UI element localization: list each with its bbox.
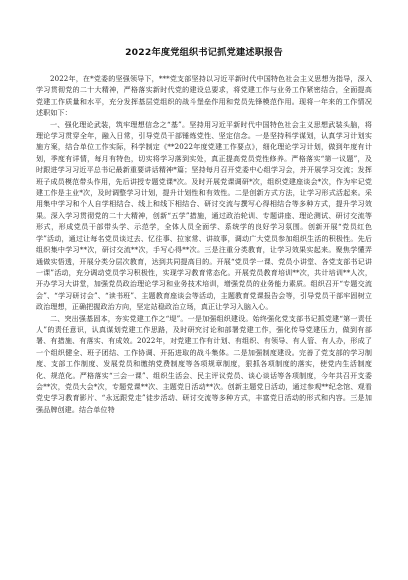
paragraph-foundation: 二、突出强基固本，夯实党建工作之“堤”。一是加强组织建设。始终强化党支部书记抓党建“第一责任人”的责任意识，认真谋划党建工作思路，及时研究讨论和部署党建工作，强化传导党建压力，做到有部署、有措施、有落实、有成效。2022年，对党建工作有计划、有组织、有领导、有人管、有人办，形成了一个组织健全、班子团结、工作协调、开拓进取的战斗集体。二是加强制度建设。完善了党支部的学习制度、支部工作制度、发展党员和缴纳党费制度等各项规章制度，狠抓各项制度的落实，使党内生活制度化、规范化。严格落实“三会一课”、组织生活会、民主评议党员、谈心谈话等各项制度，今年共召开支委会**次，党员大会*次，专题党课**次、主题党日活动**次。创新主题党日活动，通过参观**纪念馆、观看党史学习教育影片、“永远跟党走”徒步活动、研讨交流等多种方式，丰富党日活动的形式和内容。三是加强品牌创建。结合单位特 [36,313,372,414]
document-body [36,73,372,415]
paragraph-intro: 2022年，在*党委的坚强领导下，***党支部坚持以习近平新时代中国特色社会主义思想为指导，深入学习贯彻党的二十大精神，严格落实新时代党的建设总要求，将党建工作与业务工作紧密结合，全面提高党建工作质量和水平，充分发挥基层党组织的战斗堡垒作用和党员先锋模范作用。现将一年来的工作情况述职如下： [36,74,372,118]
document-title: 2022年度党组织书记抓党建述职报告 [125,47,283,58]
paragraph-theory-study: 一、强化理论武装，筑牢理想信念之“基”。坚持用习近平新时代中国特色社会主义思想武装头脑，将理论学习贯穿全年，融入日常，引导党员干部锤炼党性、坚定信念。一是坚持科学谋划，认真学习计划实施方案，结合单位工作实际，科学制定《**2022年度党建工作要点》，细化理论学习计划，做到年度有计划，季度有详情，每月有特色，切实将学习落到实处，真正提高党员党性修养。严格落实“第一议题”，及时跟进学习习近平总书记最新重要讲话精神*篇；坚持每月召开党委中心组学习会，并开展学习交流；发挥班子成员模范带头作用，先后讲授专题党课*次。及时开展党课调研*次，组织党建座谈会*次，作为牢记党建工作是主业*次，及时调整学习计划，提升计划性和有效性。二是创新方式方法，让学习形式活起来。采用集中学习和个人自学相结合、线上和线下相结合、研讨交流与撰写心得相结合等多种方式，提升学习效果。深入学习贯彻党的二十大精神，创新“五学”措施，通过政治轮训、专题讲座、理论测试、研讨交流等形式，形成党员干部带头学、示范学，全体人员全面学、系统学的良好学习氛围。创新开展“党员红色学”活动，通过让每名党员谈过去、忆往事、拉家常、讲故事，调动广大党员参加组织生活的积极性。先后组织集中学习**次，研讨交流**次，手写心得**次。三是注重分类教育，让学习效果实起来。聚焦学懂弄通做实悟透，开展分类分层次教育，达到共同提高目的。开展“党员学一课、党员小讲堂、各党支部书记讲一课”活动，充分调动党员学习积极性，实现学习教育常态化。开展党员教育培训**次，共计培训**人次，开办学习大讲堂，加强党员政治理论学习和业务技术培训，增强党员的业务能力素质。组织召开“专题交流会”、“学习研讨会”、“读书班”、主题教育座谈会等活动，主题教育党课报告会等，引导党员干部牢固树立政治理想，正确把握政治方向，坚定站稳政治立场，真正让学习入脑入心。 [36,119,372,312]
